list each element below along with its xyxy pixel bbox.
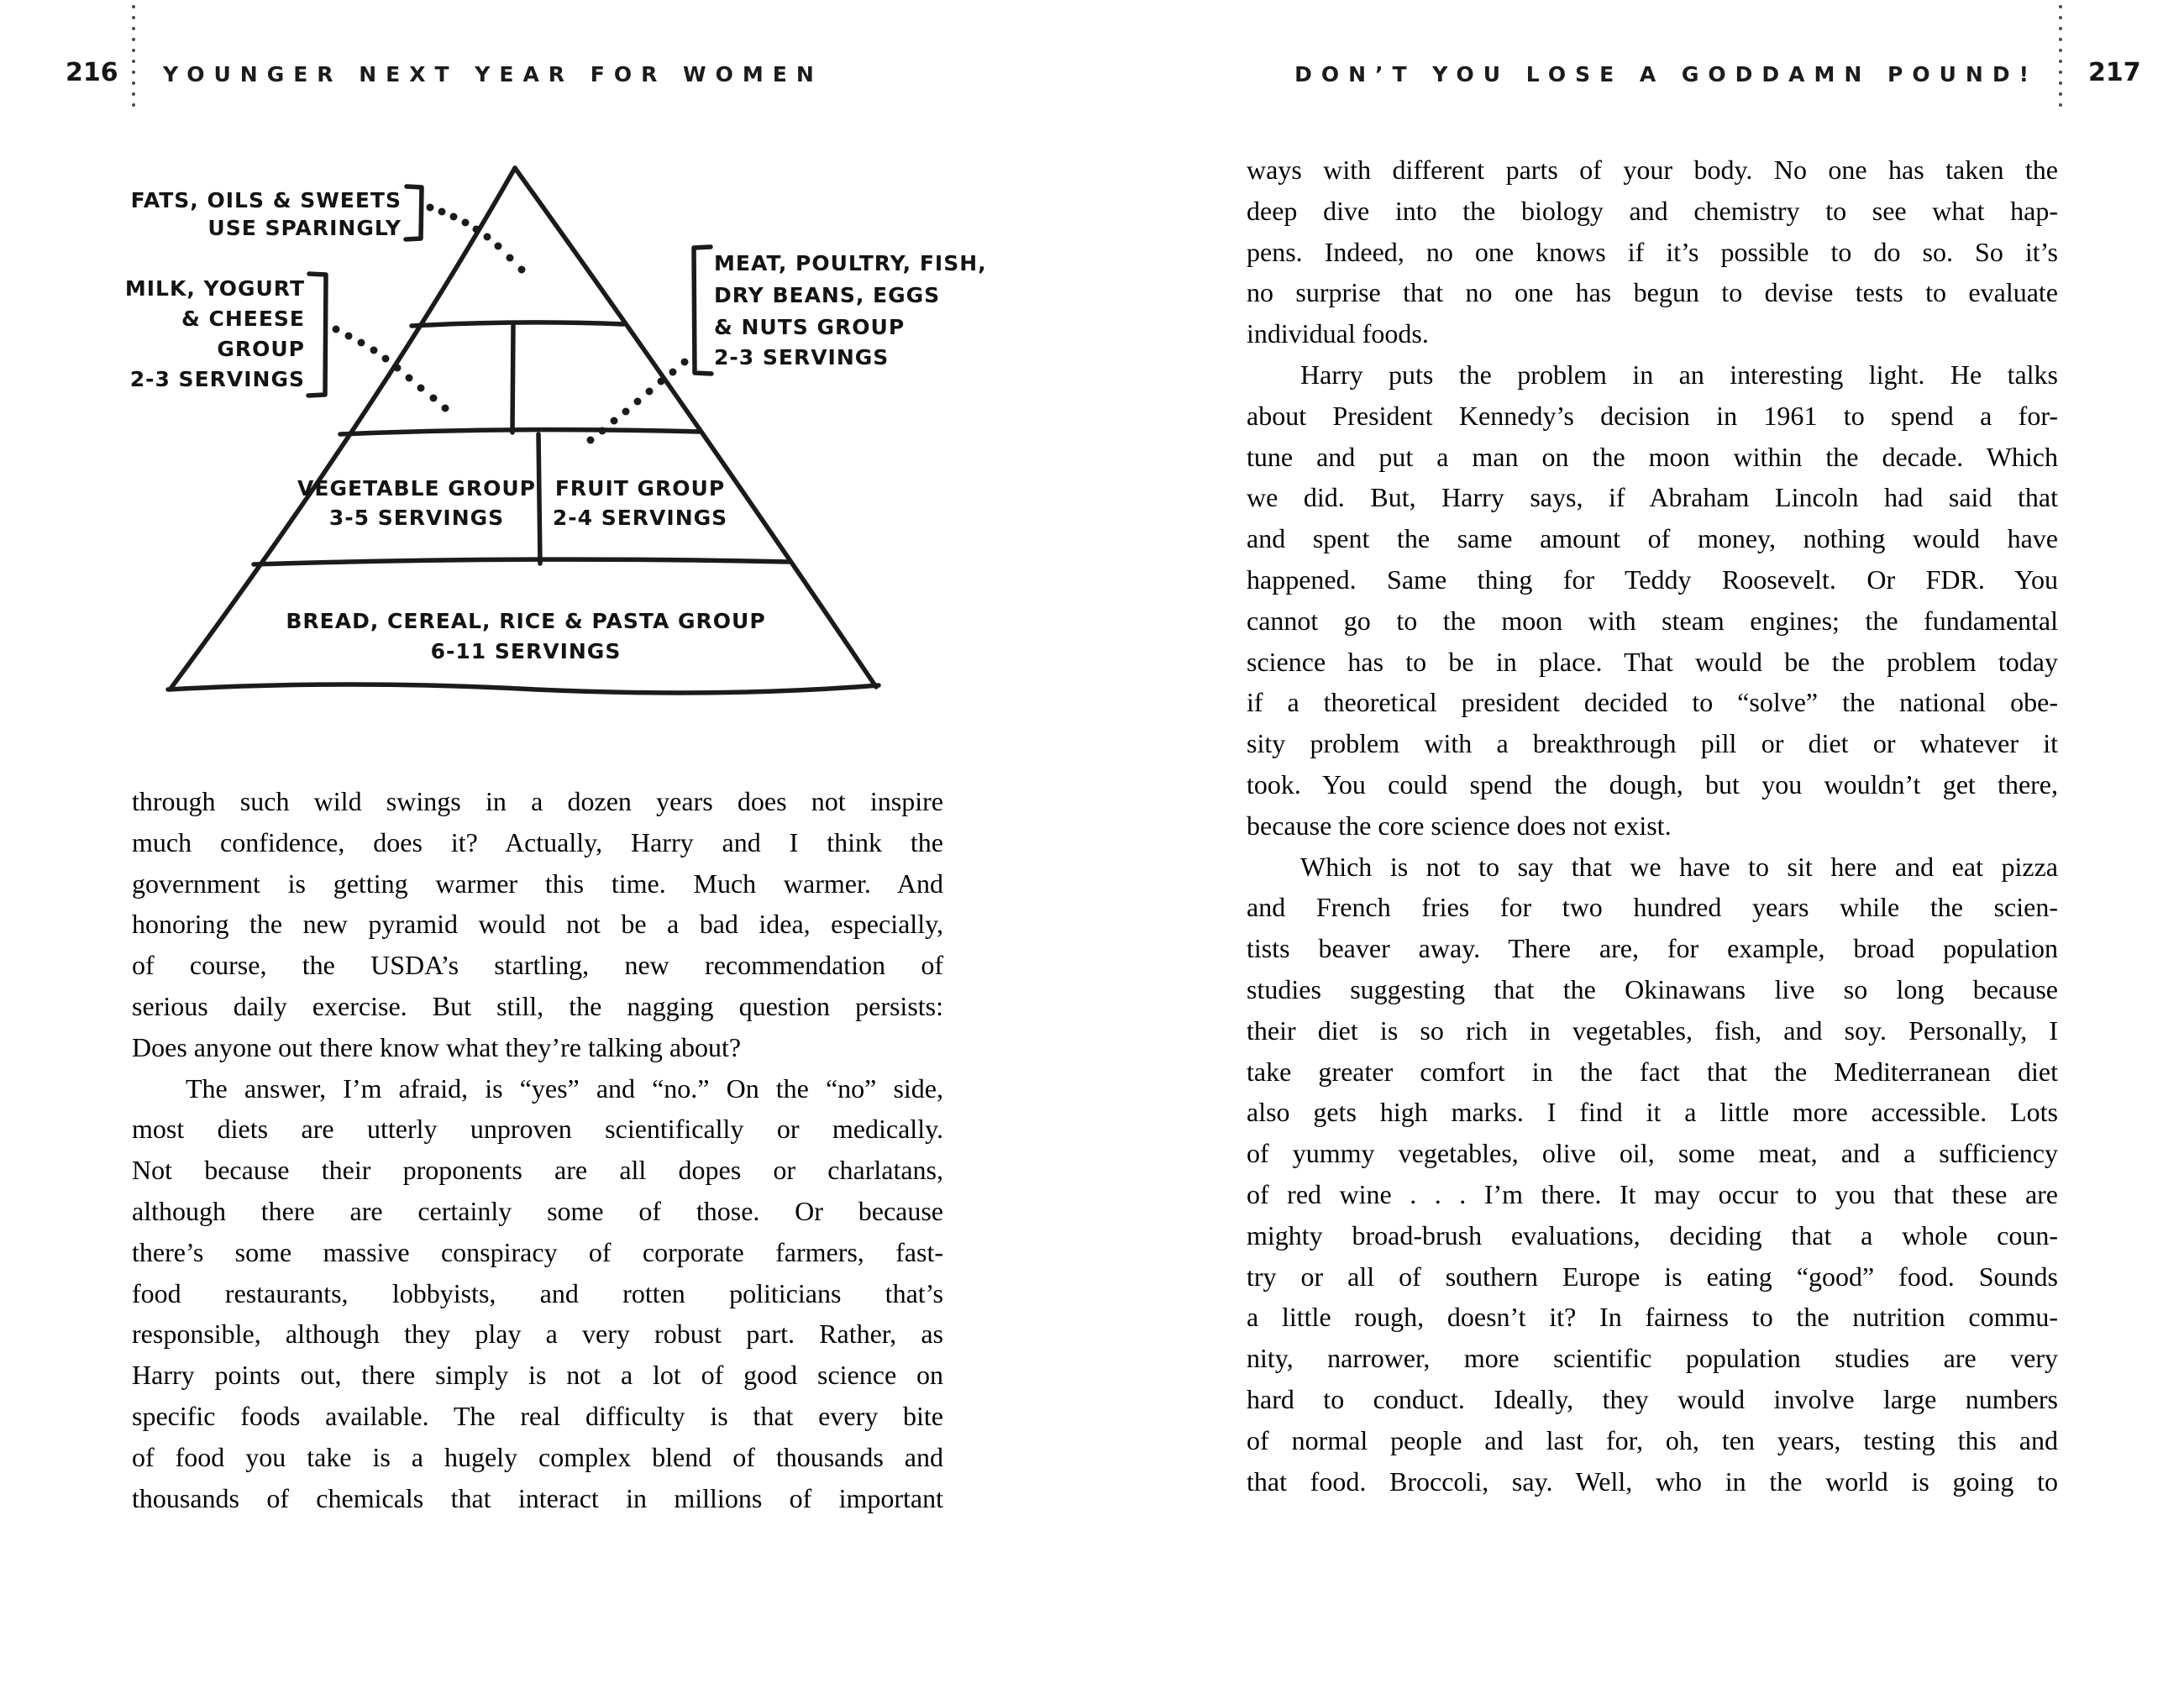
text-line: most diets are utterly unproven scientifically or medically. (132, 1114, 943, 1145)
meat-bracket (694, 247, 711, 374)
body-text-left (132, 781, 943, 1518)
pyramid-label-bread-line2: 6-11 SERVINGS (430, 639, 622, 663)
text-line: there’s some massive conspiracy of corporate farmers, fast- (132, 1236, 943, 1267)
text-line: Harry puts the problem in an interesting light. He talks (1300, 359, 2058, 390)
text-line: pens. Indeed, no one knows if it’s possible to do so. So it’s (1247, 236, 2058, 267)
text-line: tune and put a man on the moon within the decade. Which (1247, 441, 2058, 472)
text-line: science has to be in place. That would be the problem today (1247, 646, 2058, 677)
text-line: also gets high marks. I find it a little more accessible. Lots (1247, 1097, 2058, 1128)
text-line: Not because their proponents are all dopes or charlatans, (132, 1155, 943, 1186)
paragraph (1247, 149, 2058, 354)
text-line: a little rough, doesn’t it? In fairness to the nutrition commu- (1247, 1302, 2058, 1333)
text-line: deep dive into the biology and chemistry to see what hap- (1247, 195, 2058, 226)
paragraph (1247, 847, 2058, 1502)
pyramid-label-milk-line2: & CHEESE (181, 307, 305, 331)
pyramid-label-fruit-line2: 2-4 SERVINGS (552, 506, 728, 530)
milk-meat-divider (512, 326, 513, 433)
pyramid-label-meat-line2: DRY BEANS, EGGS (714, 283, 941, 307)
text-line: serious daily exercise. But still, the nagging question persists: (132, 990, 943, 1021)
text-line: hard to conduct. Ideally, they would involve large numbers (1247, 1383, 2058, 1414)
text-line: cannot go to the moon with steam engines; the fundamental (1247, 605, 2058, 636)
text-line: of food you take is a hugely complex blend of thousands and (132, 1441, 943, 1472)
text-line: happened. Same thing for Teddy Roosevelt. Or FDR. You (1247, 564, 2058, 595)
text-line: although there are certainly some of those. Or because (132, 1195, 943, 1226)
pyramid-level2-line (340, 430, 699, 434)
food-pyramid-diagram (99, 84, 1023, 722)
text-line: that food. Broccoli, say. Well, who in the world is going to (1247, 1465, 2058, 1497)
pyramid-label-milk-line1: MILK, YOGURT (124, 276, 305, 301)
text-line: specific foods available. The real difficulty is that every bite (132, 1400, 943, 1431)
text-line: try or all of southern Europe is eating “good” food. Sounds (1247, 1261, 2058, 1292)
text-line: of course, the USDA’s startling, new recommendation of (132, 950, 943, 981)
paragraph (132, 781, 943, 1068)
text-line: thousands of chemicals that interact in millions of important (132, 1482, 943, 1513)
paragraph (132, 1068, 943, 1519)
text-line: The answer, I’m afraid, is “yes” and “no.” On the “no” side, (186, 1072, 943, 1104)
text-line: honoring the new pyramid would not be a bad idea, especially, (132, 909, 943, 940)
page-number-right: 217 (2088, 58, 2141, 87)
text-line: if a theoretical president decided to “solve” the national obe- (1247, 687, 2058, 718)
text-line: tists beaver away. There are, for example, broad population (1247, 933, 2058, 964)
text-line: and spent the same amount of money, nothing would have (1247, 523, 2058, 554)
pyramid-label-milk-line3: GROUP (217, 337, 305, 361)
text-line: ways with different parts of your body. No one has taken the (1247, 155, 2058, 185)
pyramid-label-vegetable-line1: VEGETABLE GROUP (297, 476, 536, 501)
text-line: mighty broad-brush evaluations, deciding that a whole coun- (1247, 1219, 2058, 1250)
text-line: food restaurants, lobbyists, and rotten politicians that’s (132, 1277, 943, 1308)
pyramid-base (168, 684, 879, 693)
milk-bracket (308, 274, 326, 396)
text-line: of normal people and last for, oh, ten years, testing this and (1247, 1424, 2058, 1455)
text-line: studies suggesting that the Okinawans live so long because (1247, 973, 2058, 1004)
text-line: Which is not to say that we have to sit here and eat pizza (1300, 851, 2058, 882)
text-line: because the core science does not exist. (1247, 810, 1672, 841)
food-pyramid-figure (99, 84, 1023, 722)
text-line: took. You could spend the dough, but you wouldn’t get there, (1247, 768, 2058, 800)
paragraph (1247, 354, 2058, 847)
pyramid-label-fats-line1: FATS, OILS & SWEETS (130, 188, 402, 212)
text-line: Harry points out, there simply is not a lot of good science on (132, 1360, 943, 1391)
pyramid-level3-line (254, 559, 789, 564)
pyramid-label-fats-line2: USE SPARINGLY (207, 216, 402, 240)
text-line: of yummy vegetables, olive oil, some meat, and a sufficiency (1247, 1138, 2058, 1169)
running-head-left: YOUNGER NEXT YEAR FOR WOMEN (163, 62, 823, 87)
pyramid-label-meat-line3: & NUTS GROUP (714, 315, 906, 339)
header-divider-dots-right (2058, 5, 2062, 114)
pyramid-label-vegetable-line2: 3-5 SERVINGS (328, 506, 505, 530)
text-line: nity, narrower, more scientific population studies are very (1247, 1343, 2058, 1374)
text-line: about President Kennedy’s decision in 1961 to spend a for- (1247, 400, 2058, 431)
text-line: of red wine . . . I’m there. It may occur to you that these are (1247, 1178, 2058, 1209)
pyramid-level1-line (412, 322, 623, 326)
pyramid-label-meat-line1: MEAT, POULTRY, FISH, (714, 251, 987, 275)
text-line: take greater comfort in the fact that the Mediterranean diet (1247, 1056, 2058, 1087)
running-head-right: DON’T YOU LOSE A GODDAMN POUND! (1294, 62, 2038, 87)
text-line: individual foods. (1247, 318, 1429, 349)
veg-fruit-divider (538, 434, 540, 564)
page-number-left: 216 (66, 58, 118, 87)
pyramid-label-milk-line4: 2-3 SERVINGS (129, 367, 305, 391)
text-line: much confidence, does it? Actually, Harry and I think the (132, 826, 943, 857)
text-line: their diet is so rich in vegetables, fish, and soy. Personally, I (1247, 1015, 2058, 1046)
text-line: Does anyone out there know what they’re talking about? (132, 1031, 742, 1062)
pyramid-label-meat-line4: 2-3 SERVINGS (714, 345, 890, 370)
text-line: government is getting warmer this time. Much warmer. And (132, 868, 943, 899)
text-line: through such wild swings in a dozen years does not inspire (132, 786, 943, 816)
pyramid-label-bread-line1: BREAD, CEREAL, RICE & PASTA GROUP (286, 609, 766, 633)
fats-bracket (406, 186, 422, 239)
text-line: responsible, although they play a very robust part. Rather, as (132, 1319, 943, 1350)
text-line: we did. But, Harry says, if Abraham Lincoln had said that (1247, 482, 2058, 513)
text-line: sity problem with a breakthrough pill or diet or whatever it (1247, 728, 2058, 759)
text-line: no surprise that no one has begun to devise tests to evaluate (1247, 277, 2058, 308)
text-line: and French fries for two hundred years while the scien- (1247, 892, 2058, 923)
pyramid-label-fruit-line1: FRUIT GROUP (554, 476, 726, 501)
body-text-right (1247, 149, 2058, 1502)
